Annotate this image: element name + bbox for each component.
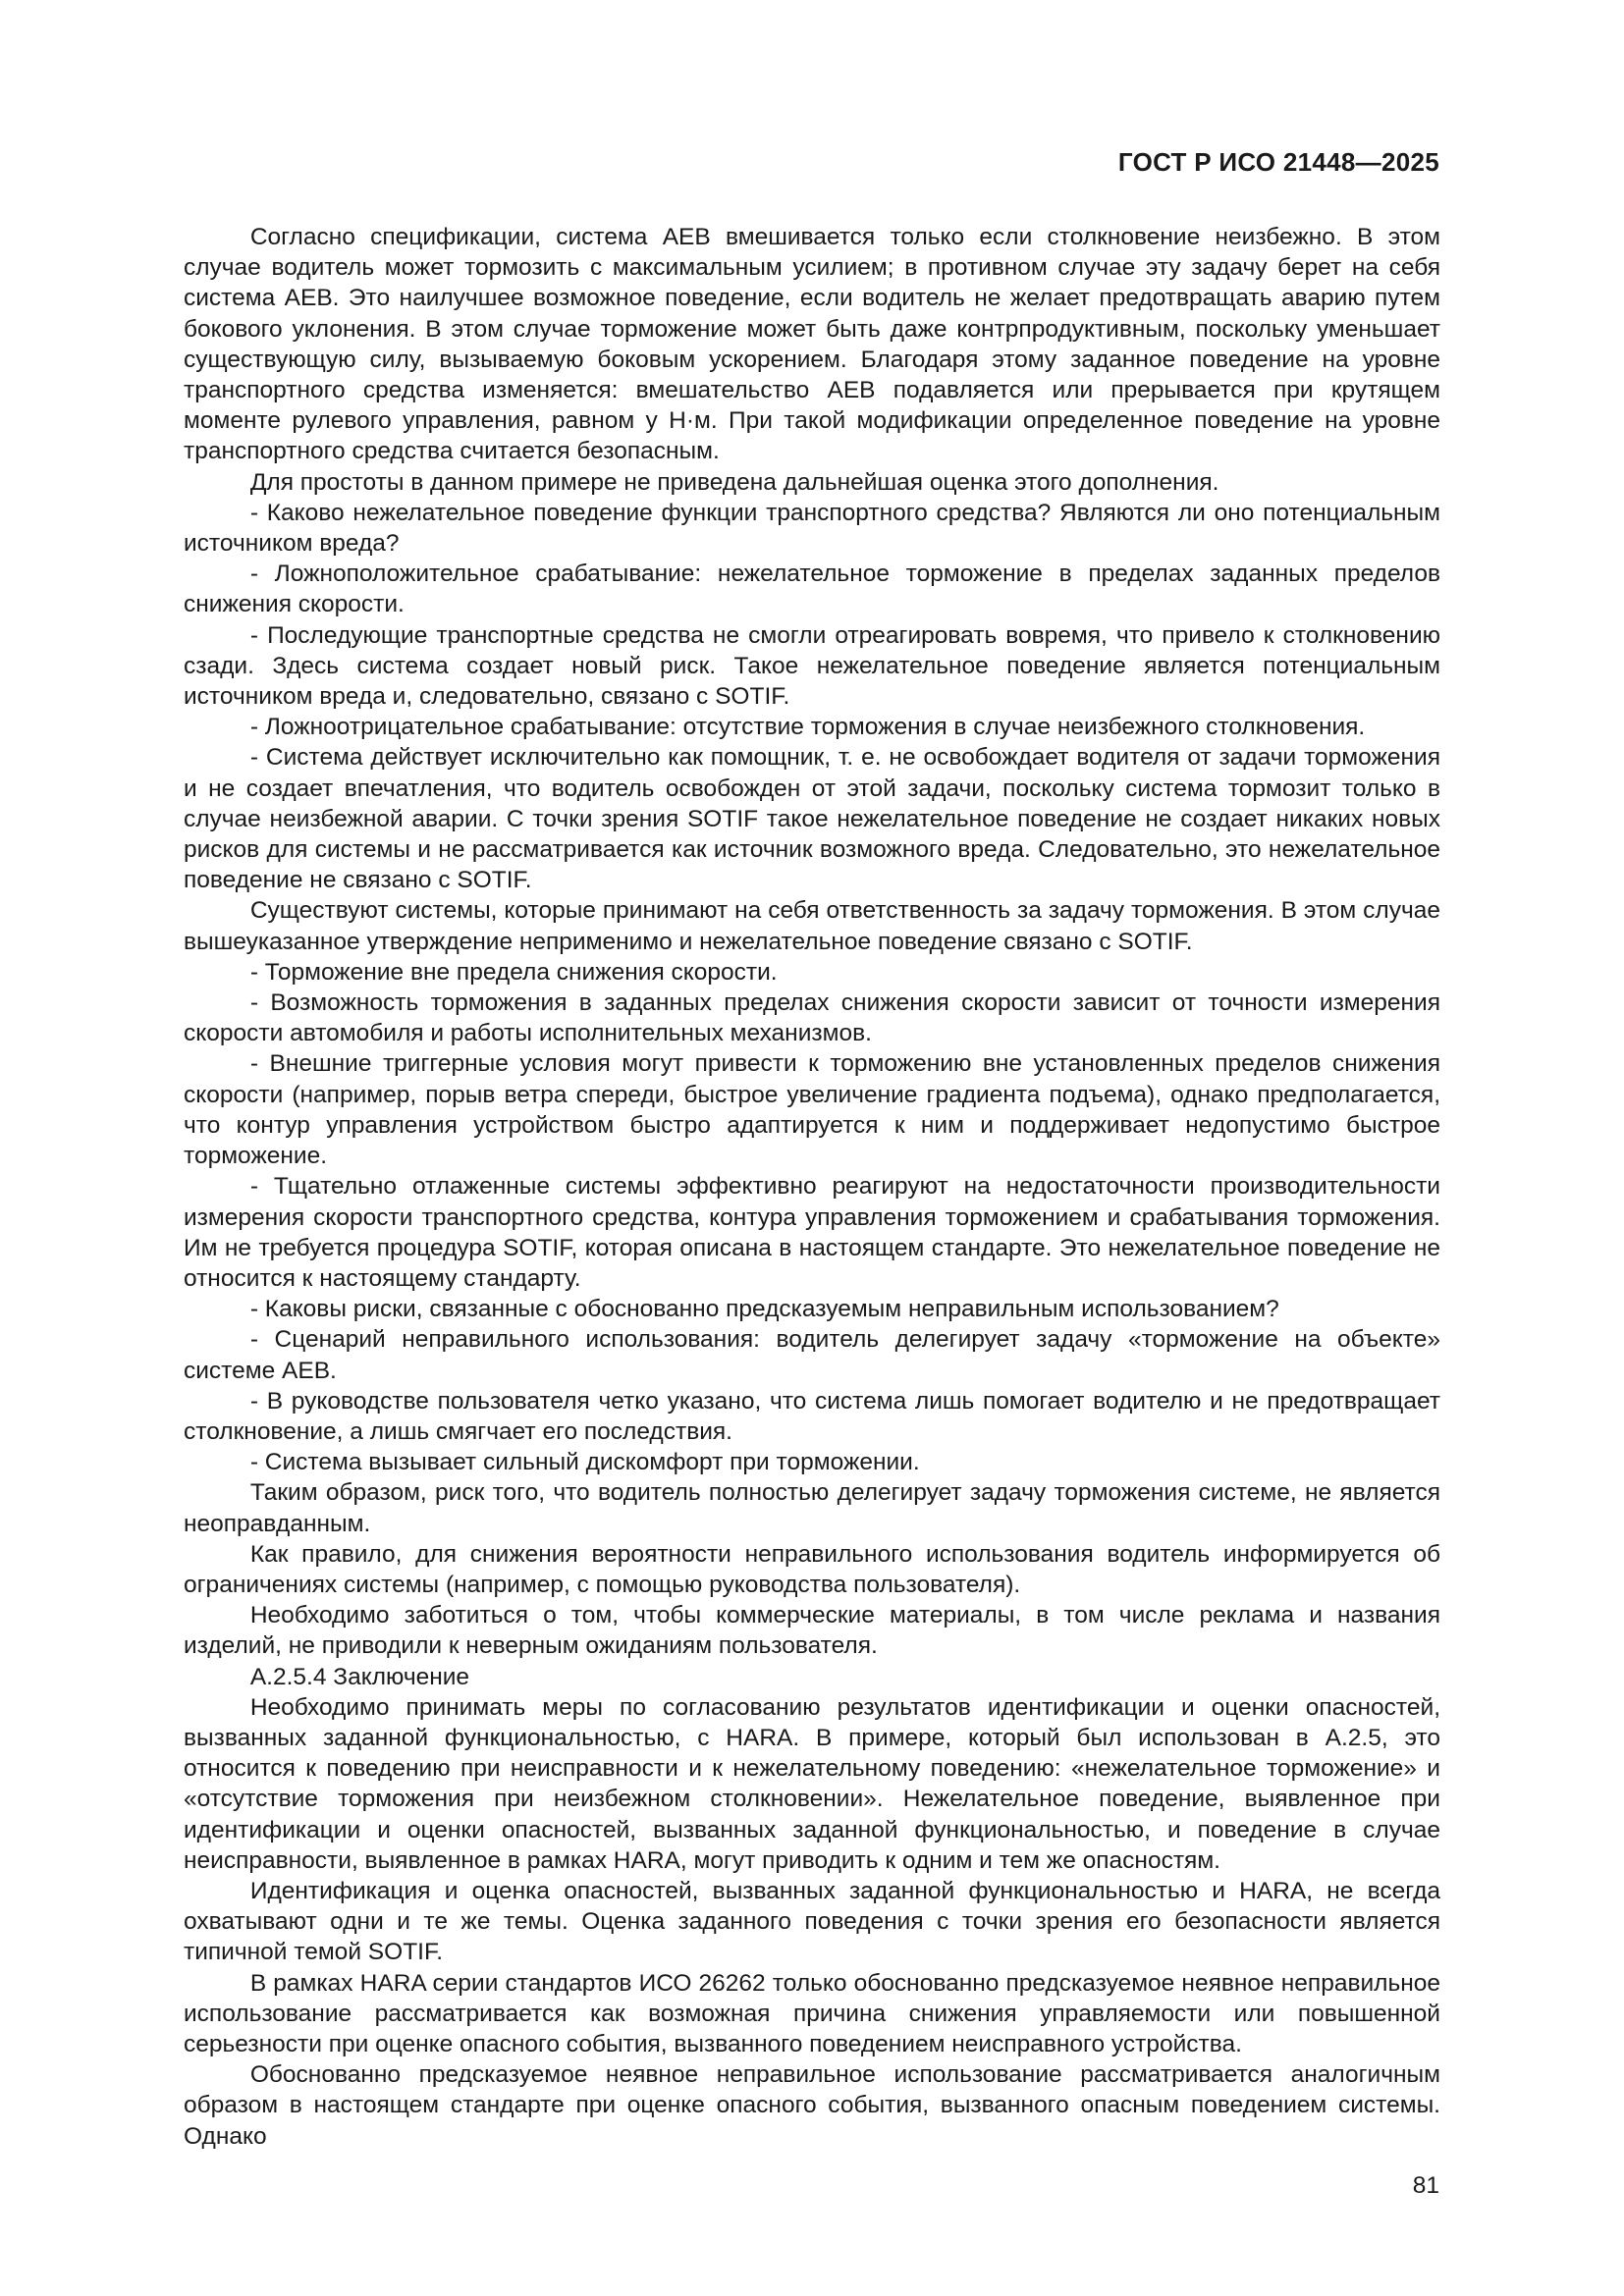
page-number: 81 [1412,2172,1439,2199]
paragraph: В рамках HARA серии стандартов ИСО 26262 только обоснованно предсказуемое неявное неправильное использование рассматривается как возможная причина снижения управляемости или повышенной серьезности при оценке опасного события, вызванного поведением неисправного устройства. [184,1969,1440,2057]
list-item: - Система вызывает сильный дискомфорт при торможении. [249,1449,920,1476]
list-item: - Внешние триггерные условия могут привести к торможению вне установленных пределов снижения скорости (например, порыв ветра спереди, быстрое увеличение градиента подъема), однако предполагается, что контур управления устройством быстро адаптируется к ним и поддерживает недопустимо быстрое торможение. [184,1050,1440,1170]
list-item: - Торможение вне предела снижения скорости. [249,958,778,986]
paragraph: Необходимо принимать меры по согласованию результатов идентификации и оценки опасностей, вызванных заданной функциональностью, с HARA. В примере, который был использован в А.2.5, это относится к поведению при неисправности и к нежелательному поведению: «нежелательное торможение» и «отсутствие торможения при неизбежном столкновении». Нежелательное поведение, выявленное при идентификации и оценки опасностей, вызванных заданной функциональностью, и поведение в случае неисправности, выявленное в рамках HARA, могут приводить к одним и тем же опасностям. [184,1693,1440,1874]
paragraph: Необходимо заботиться о том, чтобы коммерческие материалы, в том числе реклама и названия изделий, не приводили к неверным ожиданиям пользователя. [184,1602,1440,1660]
list-item: - Система действует исключительно как помощник, т. е. не освобождает водителя от задачи торможения и не создает впечатления, что водитель освобожден от этой задачи, поскольку система тормозит только в случае неизбежной аварии. С точки зрения SOTIF такое нежелательное поведение не создает никаких новых рисков для системы и не рассматривается как источник возможного вреда. Следовательно, это нежелательное поведение не связано с SOTIF. [184,744,1440,894]
paragraph: Таким образом, риск того, что водитель полностью делегирует задачу торможения системе, не является неоправданным. [184,1479,1440,1537]
list-item: - Ложноположительное срабатывание: нежелательное торможение в пределах заданных пределов снижения скорости. [184,561,1440,618]
paragraph: Для простоты в данном примере не приведена дальнейшая оценка этого дополнения. [249,468,1219,496]
paragraph: Как правило, для снижения вероятности неправильного использования водитель информируется об ограничениях системы (например, с помощью руководства пользователя). [184,1540,1440,1598]
list-item: - Каково нежелательное поведение функции транспортного средства? Являются ли оно потенциальным источником вреда? [184,499,1440,558]
list-item: - Тщательно отлаженные системы эффективно реагируют на недостаточности производительности измерения скорости транспортного средства, контура управления торможением и срабатывания торможения. Им не требуется процедура SOTIF, которая описана в настоящем стандарте. Это нежелательное поведение не относится к настоящему стандарту. [184,1173,1440,1292]
list-item: - Сценарий неправильного использования: водитель делегирует задачу «торможение на объекте» системе АЕВ. [184,1326,1440,1384]
paragraph: Согласно спецификации, система АЕВ вмешивается только если столкновение неизбежно. В этом случае водитель может тормозить с максимальным усилием; в противном случае эту задачу берет на себя система АЕВ. Это наилучшее возможное поведение, если водитель не желает предотвращать аварию путем бокового уклонения. В этом случае торможение может быть даже контрпродуктивным, поскольку уменьшает существующую силу, вызываемую боковым ускорением. Благодаря этому заданное поведение на уровне транспортного средства изменяется: вмешательство АЕВ подавляется или прерывается при крутящем моменте рулевого управления, равном y Н·м. При такой модификации определенное поведение на уровне транспортного средства считается безопасным. [184,224,1440,465]
paragraph: Существуют системы, которые принимают на себя ответственность за задачу торможения. В этом случае вышеуказанное утверждение неприменимо и нежелательное поведение связано с SOTIF. [184,897,1440,955]
paragraph: Идентификация и оценка опасностей, вызванных заданной функциональностью и HARA, не всегда охватывают одни и те же темы. Оценка заданного поведения с точки зрения его безопасности является типичной темой SOTIF. [184,1877,1440,1966]
list-item: - Каковы риски, связанные с обоснованно предсказуемым неправильным использованием? [249,1296,1279,1323]
body-text [184,222,1440,2152]
list-item: - Последующие транспортные средства не смогли отреагировать вовремя, что привело к столкновению сзади. Здесь система создает новый риск. Такое нежелательное поведение является потенциальным источником вреда и, следовательно, связано с SOTIF. [184,621,1440,711]
list-item: - Возможность торможения в заданных пределах снижения скорости зависит от точности измерения скорости автомобиля и работы исполнительных механизмов. [184,989,1440,1047]
document-header: ГОСТ Р ИСО 21448—2025 [1117,147,1439,177]
list-item: - Ложноотрицательное срабатывание: отсутствие торможения в случае неизбежного столкновения. [249,714,1366,741]
paragraph: Обоснованно предсказуемое неявное неправильное использование рассматривается аналогичным образом в настоящем стандарте при оценке опасного события, вызванного опасным поведением системы. Однако [184,2061,1440,2150]
section-heading: А.2.5.4 Заключение [249,1663,470,1690]
list-item: - В руководстве пользователя четко указано, что система лишь помогает водителю и не предотвращает столкновение, а лишь смягчает его последствия. [184,1387,1440,1445]
